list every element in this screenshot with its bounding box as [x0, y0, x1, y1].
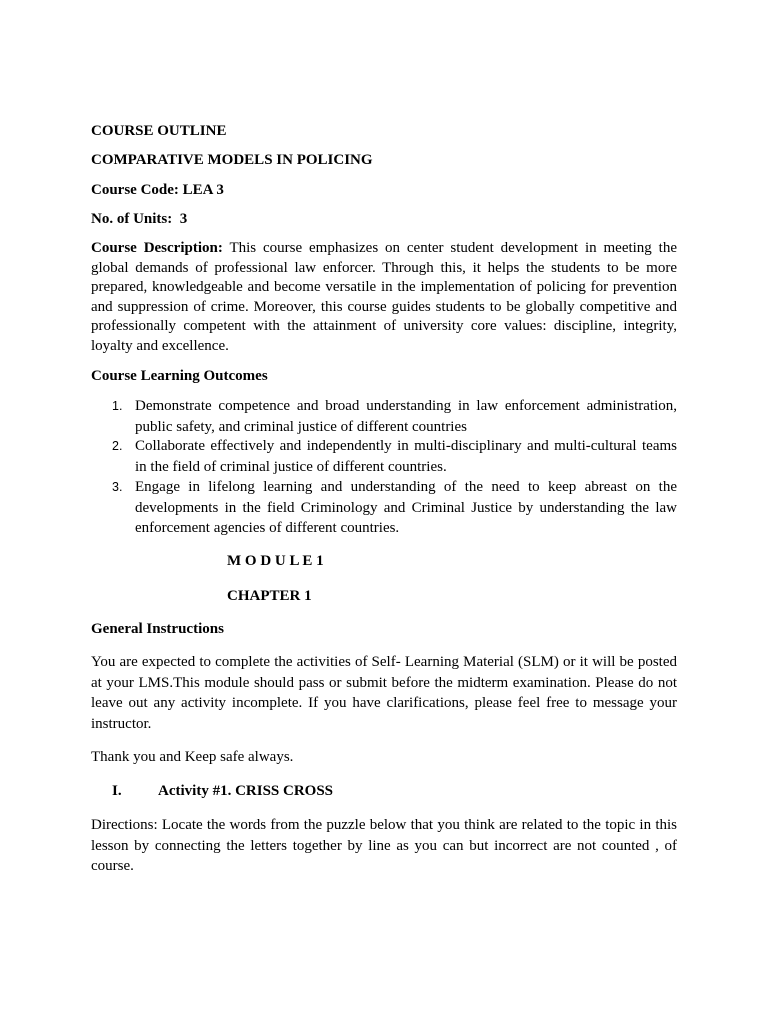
description-line: global demands of professional law enforcer. Through this, it helps the students to be more: [91, 259, 677, 276]
list-number: 3.: [112, 480, 123, 494]
list-item-line: Demonstrate competence and broad understanding in law enforcement administration,: [135, 398, 677, 414]
description-line: professionally competent with the attainment of university core values: discipline, integrity,: [91, 318, 677, 334]
chapter-heading: CHAPTER 1: [227, 588, 312, 604]
description-line: and suppression of crime. Moreover, this course guides students to be globally competitive and: [91, 298, 677, 315]
list-item-line: developments in the field Criminology and Criminal Justice by understanding the law: [135, 499, 677, 516]
activity-numeral: I.: [112, 783, 122, 799]
description-text: This course emphasizes on center student development in meeting the: [229, 240, 678, 256]
general-instructions-heading: General Instructions: [91, 621, 224, 637]
outcomes-heading: Course Learning Outcomes: [91, 368, 268, 384]
course-title: COMPARATIVE MODELS IN POLICING: [91, 152, 373, 168]
description-label: Course Description:: [91, 240, 223, 256]
module-heading: M O D U L E 1: [227, 553, 324, 569]
course-code: Course Code: LEA 3: [91, 182, 224, 198]
list-item-line: in the field of criminal justice of different countries.: [135, 458, 447, 475]
list-number: 2.: [112, 439, 123, 453]
paragraph-line: instructor.: [91, 716, 152, 733]
closing-note: Thank you and Keep safe always.: [91, 749, 294, 765]
description-line: [91, 239, 677, 259]
paragraph-line: You are expected to complete the activities of Self- Learning Material (SLM) or it will be posted: [91, 654, 677, 670]
list-item-line: Collaborate effectively and independently in multi-disciplinary and multi-cultural teams: [135, 438, 677, 454]
directions-line: course.: [91, 858, 134, 874]
list-item-line: Engage in lifelong learning and understanding of the need to keep abreast on the: [135, 479, 677, 495]
list-item-text: [135, 436, 677, 477]
general-instructions-paragraph: [91, 652, 677, 735]
description-line: loyalty and excellence.: [91, 337, 229, 354]
directions-line: lesson by connecting the letters together by line as you can but incorrect are not counted , of: [91, 837, 677, 854]
list-item-line: public safety, and criminal justice of different countries: [135, 418, 467, 435]
list-item-text: [135, 396, 677, 437]
directions-line: Directions: Locate the words from the puzzle below that you think are related to the topic in this: [91, 817, 677, 833]
document-heading: COURSE OUTLINE: [91, 123, 227, 139]
paragraph-line: leave out any activity incomplete. If you have clarifications, please feel free to message your: [91, 695, 677, 712]
description-line: prepared, knowledgeable and become versatile in the implementation of policing for prevention: [91, 279, 677, 295]
list-item-text: [135, 477, 677, 539]
course-description: [91, 239, 677, 356]
course-units: No. of Units: 3: [91, 211, 188, 227]
list-number: 1.: [112, 399, 123, 413]
list-item-line: enforcement agencies of different countries.: [135, 520, 400, 536]
paragraph-line: at your LMS.This module should pass or submit before the midterm examination. Please do not: [91, 674, 677, 691]
activity-directions: [91, 815, 677, 877]
activity-title: Activity #1. CRISS CROSS: [158, 783, 334, 799]
